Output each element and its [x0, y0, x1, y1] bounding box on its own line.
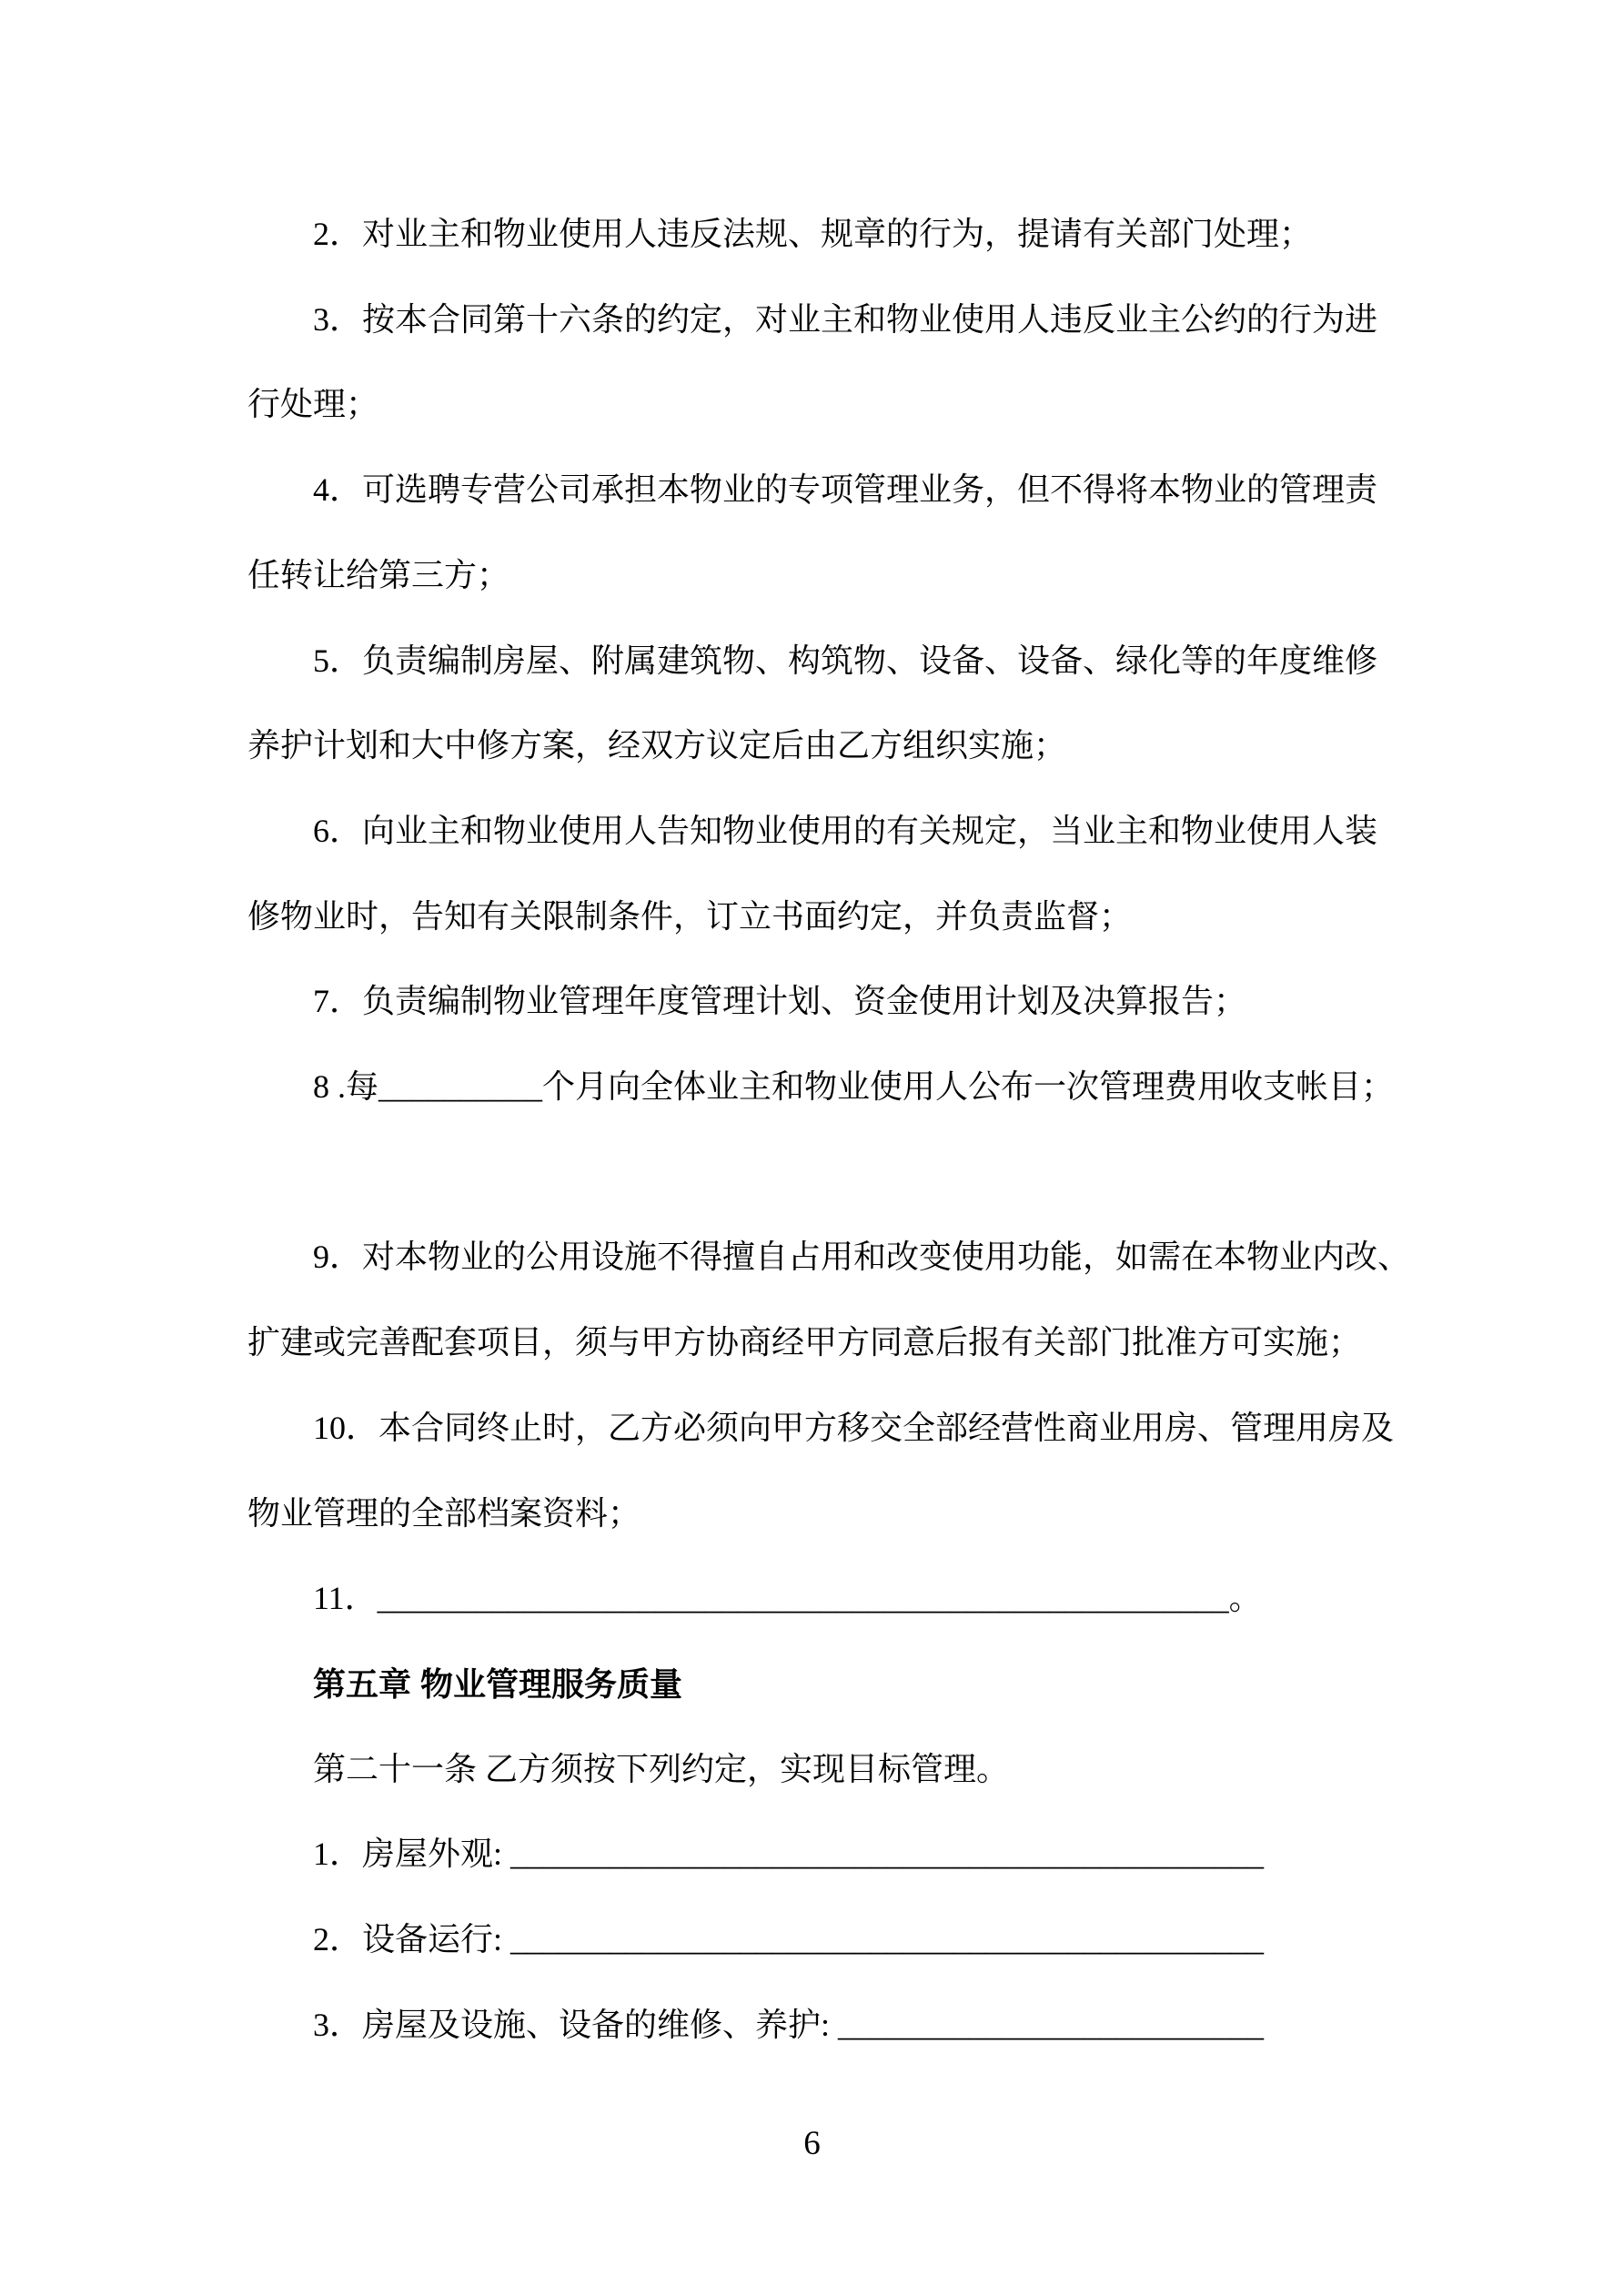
obligation-item-6-continuation: 修物业时，告知有关限制条件，订立书面约定，并负责监督；	[247, 897, 1133, 935]
obligation-item-9: 9．对本物业的公用设施不得擅自占用和改变使用功能，如需在本物业内改、	[313, 1239, 1411, 1276]
obligation-item-4: 4．可选聘专营公司承担本物业的专项管理业务，但不得将本物业的管理责	[313, 471, 1378, 509]
obligation-item-9-continuation: 扩建或完善配套项目，须与甲方协商经甲方同意后报有关部门批准方可实施；	[247, 1324, 1362, 1361]
obligation-item-3: 3．按本合同第十六条的约定，对业主和物业使用人违反业主公约的行为进	[313, 300, 1378, 338]
chapter-5-heading: 第五章 物业管理服务质量	[313, 1664, 683, 1703]
obligation-item-11-with-blank: 11．____________________________________________________。	[313, 1580, 1262, 1617]
obligation-item-4-continuation: 任转让给第三方；	[247, 556, 510, 593]
obligation-item-5-continuation: 养护计划和大中修方案，经双方议定后由乙方组织实施；	[247, 727, 1067, 764]
page-number: 6	[803, 2125, 821, 2162]
obligation-item-10-continuation: 物业管理的全部档案资料；	[247, 1494, 641, 1532]
obligation-item-2: 2．对业主和物业使用人违反法规、规章的行为，提请有关部门处理；	[313, 216, 1313, 252]
obligation-item-3-continuation: 行处理；	[247, 386, 379, 423]
quality-item-1-exterior: 1．房屋外观: ______________________________________________	[313, 1836, 1265, 1873]
obligation-item-6: 6．向业主和物业使用人告知物业使用的有关规定，当业主和物业使用人装	[313, 812, 1378, 849]
quality-item-3-maintenance: 3．房屋及设施、设备的维修、养护: __________________________	[313, 2006, 1265, 2043]
contract-body	[247, 192, 1411, 2068]
obligation-item-8-with-blank: 8 .每__________个月向全体业主和物业使用人公布一次管理费用收支帐目；	[313, 1068, 1395, 1106]
obligation-item-10: 10．本合同终止时，乙方必须向甲方移交全部经营性商业用房、管理用房及	[313, 1409, 1395, 1446]
obligation-item-5: 5．负责编制房屋、附属建筑物、构筑物、设备、设备、绿化等的年度维修	[313, 642, 1378, 679]
blank-line	[247, 1130, 1380, 1216]
obligation-item-7: 7．负责编制物业管理年度管理计划、资金使用计划及决算报告；	[313, 983, 1247, 1020]
article-21-clause: 第二十一条 乙方须按下列约定，实现目标管理。	[313, 1750, 1010, 1787]
quality-item-2-equipment: 2．设备运行: ______________________________________________	[313, 1921, 1265, 1958]
